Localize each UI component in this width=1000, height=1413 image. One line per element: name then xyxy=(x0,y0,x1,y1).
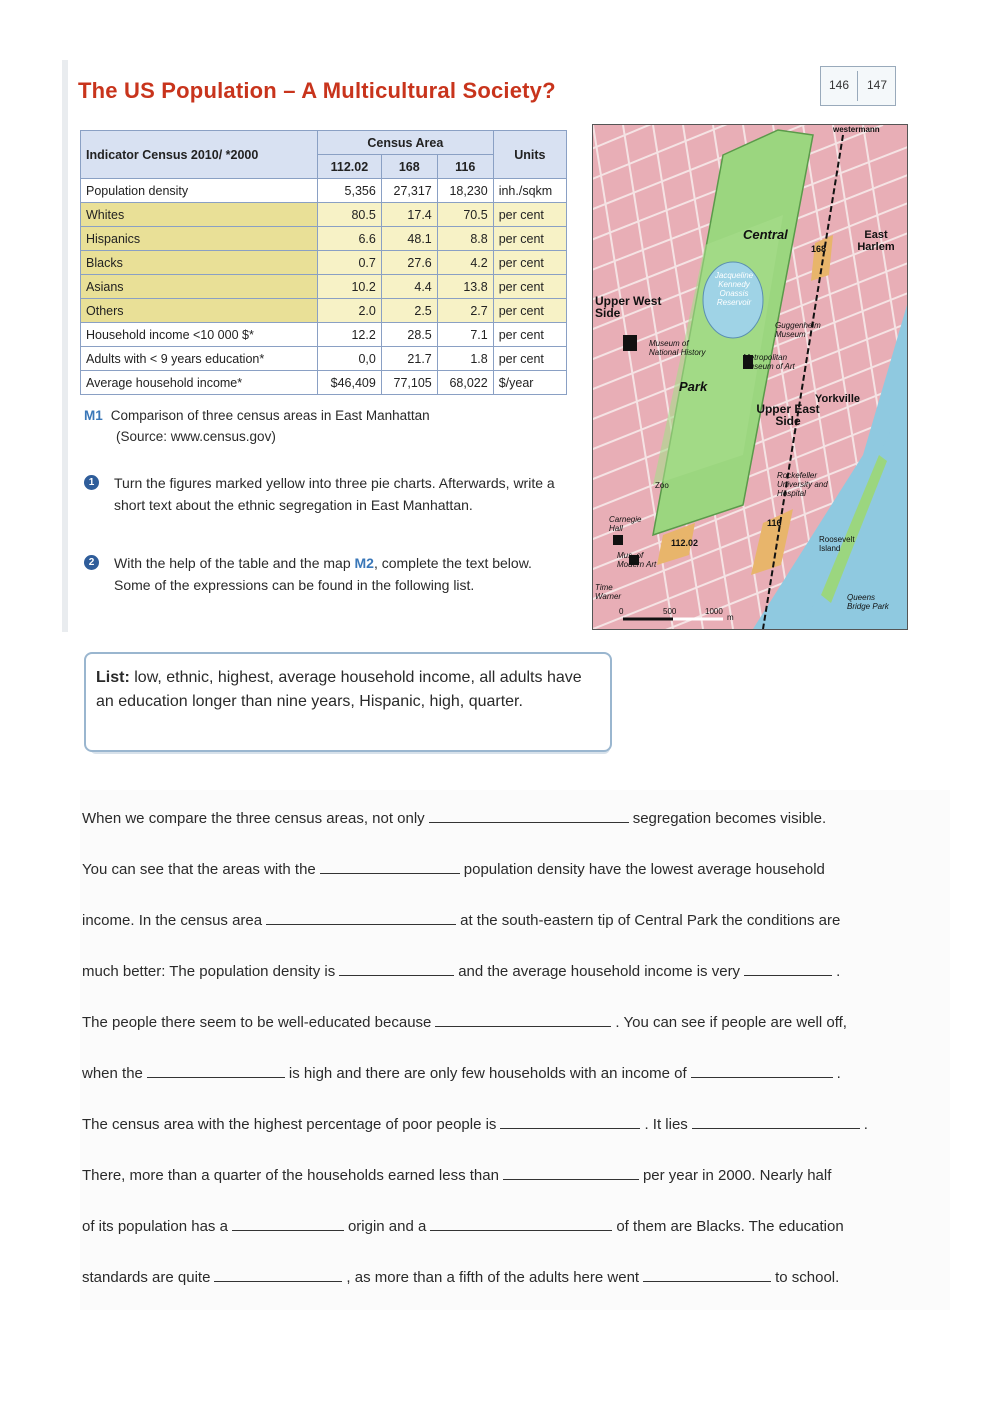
map-label-rockefeller: Rockefeller University and Hospital xyxy=(777,471,828,498)
map-publisher: westermann xyxy=(833,125,880,134)
value-cell: 10.2 xyxy=(318,275,382,299)
task-number-badge: 2 xyxy=(84,555,99,570)
page-number-box xyxy=(820,66,896,106)
unit-cell: per cent xyxy=(493,323,566,347)
value-cell: 4.4 xyxy=(381,275,437,299)
map-label-time-warner: Time Warner xyxy=(595,583,622,601)
fill-in-blank[interactable] xyxy=(692,1114,860,1129)
unit-cell: per cent xyxy=(493,227,566,251)
cloze-line xyxy=(82,961,942,980)
cloze-text: When we compare the three census areas, not only xyxy=(82,810,425,827)
task-text: Turn the figures marked yellow into three pie charts. Afterwards, write a short text about the ethnic segregation in East Manhattan. xyxy=(114,475,555,513)
value-cell: $46,409 xyxy=(318,371,382,395)
indicator-cell: Population density xyxy=(81,179,318,203)
fill-in-blank[interactable] xyxy=(214,1267,342,1282)
cloze-text: of its population has a xyxy=(82,1218,228,1235)
value-cell: 27.6 xyxy=(381,251,437,275)
map-label-yorkville: Yorkville xyxy=(815,393,861,405)
map-scale-unit: m xyxy=(727,613,734,622)
unit-cell: per cent xyxy=(493,203,566,227)
map-label-queens-bridge: Queens Bridge Park xyxy=(847,593,889,611)
indicator-cell: Adults with < 9 years education* xyxy=(81,347,318,371)
value-cell: 2.5 xyxy=(381,299,437,323)
fill-in-blank[interactable] xyxy=(429,808,629,823)
value-cell: 68,022 xyxy=(437,371,493,395)
indicator-cell: Household income <10 000 $* xyxy=(81,323,318,347)
table-header-row xyxy=(81,131,567,155)
word-list-box xyxy=(84,652,612,752)
unit-cell: inh./sqkm xyxy=(493,179,566,203)
task-text xyxy=(114,552,564,596)
cloze-text: much better: The population density is xyxy=(82,963,336,980)
value-cell: 5,356 xyxy=(318,179,382,203)
cloze-line xyxy=(82,1216,942,1235)
manhattan-map xyxy=(592,124,908,630)
census-area-header: Census Area xyxy=(318,131,494,155)
map-label-museum-nh: Museum of National History xyxy=(649,339,706,357)
unit-cell: per cent xyxy=(493,275,566,299)
map-label-upper-west-side: Upper West Side xyxy=(595,294,662,320)
unit-cell: per cent xyxy=(493,251,566,275)
page-number-right: 147 xyxy=(867,78,888,92)
cloze-text: at the south-eastern tip of Central Park the conditions are xyxy=(460,912,841,929)
value-cell: 1.8 xyxy=(437,347,493,371)
value-cell: 17.4 xyxy=(381,203,437,227)
fill-in-blank[interactable] xyxy=(430,1216,612,1231)
cloze-text: The people there seem to be well-educated because xyxy=(82,1014,432,1031)
cloze-text: There, more than a quarter of the households earned less than xyxy=(82,1167,499,1184)
cloze-text: income. In the census area xyxy=(82,912,263,929)
indicator-cell: Whites xyxy=(81,203,318,227)
cloze-text: . It lies xyxy=(644,1116,688,1133)
value-cell: 70.5 xyxy=(437,203,493,227)
table-row xyxy=(81,203,567,227)
value-cell: 2.7 xyxy=(437,299,493,323)
fill-in-blank[interactable] xyxy=(339,961,454,976)
map-label-east-harlem: East Harlem xyxy=(857,229,895,253)
cloze-text: You can see that the areas with the xyxy=(82,861,316,878)
table-caption xyxy=(84,405,564,447)
task-1 xyxy=(84,472,564,516)
indicator-cell: Hispanics xyxy=(81,227,318,251)
unit-cell: per cent xyxy=(493,299,566,323)
page-number-left: 146 xyxy=(829,78,850,92)
table-row xyxy=(81,275,567,299)
cloze-text: , as more than a fifth of the adults here went xyxy=(346,1269,640,1286)
cloze-line xyxy=(82,1165,942,1184)
map-label-met: Metropolitan Museum of Art xyxy=(743,353,795,371)
cloze-text: . xyxy=(863,1116,868,1133)
task-text-after: , complete the text below. Some of the expressions can be found in the following list. xyxy=(114,555,532,593)
map-area-116: 116 xyxy=(767,518,782,528)
units-header: Units xyxy=(493,131,566,179)
table-row xyxy=(81,299,567,323)
table-row xyxy=(81,323,567,347)
map-area-112: 112.02 xyxy=(671,538,699,548)
value-cell: 13.8 xyxy=(437,275,493,299)
cloze-text: standards are quite xyxy=(82,1269,211,1286)
area-header: 112.02 xyxy=(318,155,382,179)
value-cell: 21.7 xyxy=(381,347,437,371)
census-table xyxy=(80,130,567,395)
indicator-header: Indicator Census 2010/ *2000 xyxy=(81,131,318,179)
caption-line2: (Source: www.census.gov) xyxy=(116,429,276,444)
map-area-168: 168 xyxy=(811,244,827,254)
word-list-items: low, ethnic, highest, average household income, all adults have an education longer than nine years, Hispanic, high, quarter. xyxy=(96,669,582,710)
map-scale-0: 0 xyxy=(619,607,624,616)
map-scale-1000: 1000 xyxy=(705,607,723,616)
fill-in-blank[interactable] xyxy=(232,1216,344,1231)
task-number-badge: 1 xyxy=(84,475,99,490)
fill-in-blank[interactable] xyxy=(643,1267,771,1282)
unit-cell: per cent xyxy=(493,347,566,371)
table-row xyxy=(81,179,567,203)
indicator-cell: Average household income* xyxy=(81,371,318,395)
page-divider xyxy=(857,71,858,101)
cloze-text: . xyxy=(836,963,841,980)
cloze-text: when the xyxy=(82,1065,143,1082)
task-2 xyxy=(84,552,564,596)
value-cell: 77,105 xyxy=(381,371,437,395)
fill-in-blank[interactable] xyxy=(691,1063,833,1078)
value-cell: 0,0 xyxy=(318,347,382,371)
cloze-line xyxy=(82,859,942,878)
word-list-text xyxy=(96,666,596,714)
word-list-label: List: xyxy=(96,669,130,686)
cloze-text: per year in 2000. Nearly half xyxy=(642,1167,832,1184)
value-cell: 4.2 xyxy=(437,251,493,275)
table-row xyxy=(81,251,567,275)
map-label-zoo: Zoo xyxy=(655,481,669,490)
map-label-park: Park xyxy=(679,379,708,394)
value-cell: 18,230 xyxy=(437,179,493,203)
cloze-text: to school. xyxy=(775,1269,840,1286)
fill-in-blank[interactable] xyxy=(500,1114,640,1129)
value-cell: 12.2 xyxy=(318,323,382,347)
fill-in-blank[interactable] xyxy=(147,1063,285,1078)
map-label-reservoir: Jacqueline Kennedy Onassis Reservoir xyxy=(714,271,754,307)
map-label-upper-east-side: Upper East Side xyxy=(756,402,820,428)
area-header: 116 xyxy=(437,155,493,179)
task-text-before: With the help of the table and the map xyxy=(114,555,351,571)
cloze-line xyxy=(82,1114,942,1133)
cloze-text: The census area with the highest percentage of poor people is xyxy=(82,1116,497,1133)
value-cell: 0.7 xyxy=(318,251,382,275)
caption-line1: Comparison of three census areas in East Manhattan xyxy=(110,408,430,423)
caption-label: M1 xyxy=(84,408,103,423)
page-title: The US Population – A Multicultural Society? xyxy=(78,78,556,103)
table-row xyxy=(81,371,567,395)
cloze-text: population density have the lowest average household xyxy=(463,861,825,878)
value-cell: 48.1 xyxy=(381,227,437,251)
map-label-carnegie: Carnegie Hall xyxy=(609,515,642,533)
area-header: 168 xyxy=(381,155,437,179)
map-label-moma: Mus. of Modern Art xyxy=(617,551,657,569)
table-row xyxy=(81,347,567,371)
cloze-text: and the average household income is very xyxy=(458,963,741,980)
cloze-line xyxy=(82,808,942,827)
value-cell: 80.5 xyxy=(318,203,382,227)
table-body xyxy=(81,179,567,395)
cloze-line xyxy=(82,1063,942,1082)
fill-in-blank[interactable] xyxy=(320,859,460,874)
value-cell: 2.0 xyxy=(318,299,382,323)
value-cell: 27,317 xyxy=(381,179,437,203)
fill-in-blank[interactable] xyxy=(266,910,456,925)
value-cell: 7.1 xyxy=(437,323,493,347)
fill-in-blank[interactable] xyxy=(744,961,832,976)
cloze-text: . xyxy=(836,1065,841,1082)
cloze-line xyxy=(82,1012,942,1031)
fill-in-blank[interactable] xyxy=(503,1165,639,1180)
indicator-cell: Blacks xyxy=(81,251,318,275)
unit-cell: $/year xyxy=(493,371,566,395)
map-label-roosevelt-island: Roosevelt Island xyxy=(819,535,855,553)
map-scale-500: 500 xyxy=(663,607,677,616)
cloze-text: segregation becomes visible. xyxy=(632,810,827,827)
indicator-cell: Asians xyxy=(81,275,318,299)
cloze-text: of them are Blacks. The education xyxy=(616,1218,844,1235)
map-label-central: Central xyxy=(743,227,788,242)
cloze-line xyxy=(82,910,942,929)
value-cell: 28.5 xyxy=(381,323,437,347)
value-cell: 6.6 xyxy=(318,227,382,251)
cloze-text: . You can see if people are well off, xyxy=(615,1014,847,1031)
cloze-line xyxy=(82,1267,942,1286)
value-cell: 8.8 xyxy=(437,227,493,251)
map-reference: M2 xyxy=(354,555,374,571)
fill-in-blank[interactable] xyxy=(435,1012,611,1027)
map-label-guggenheim: Guggenheim Museum xyxy=(775,321,821,339)
indicator-cell: Others xyxy=(81,299,318,323)
cloze-text: origin and a xyxy=(347,1218,427,1235)
cloze-text: is high and there are only few households with an income of xyxy=(288,1065,687,1082)
table-row xyxy=(81,227,567,251)
